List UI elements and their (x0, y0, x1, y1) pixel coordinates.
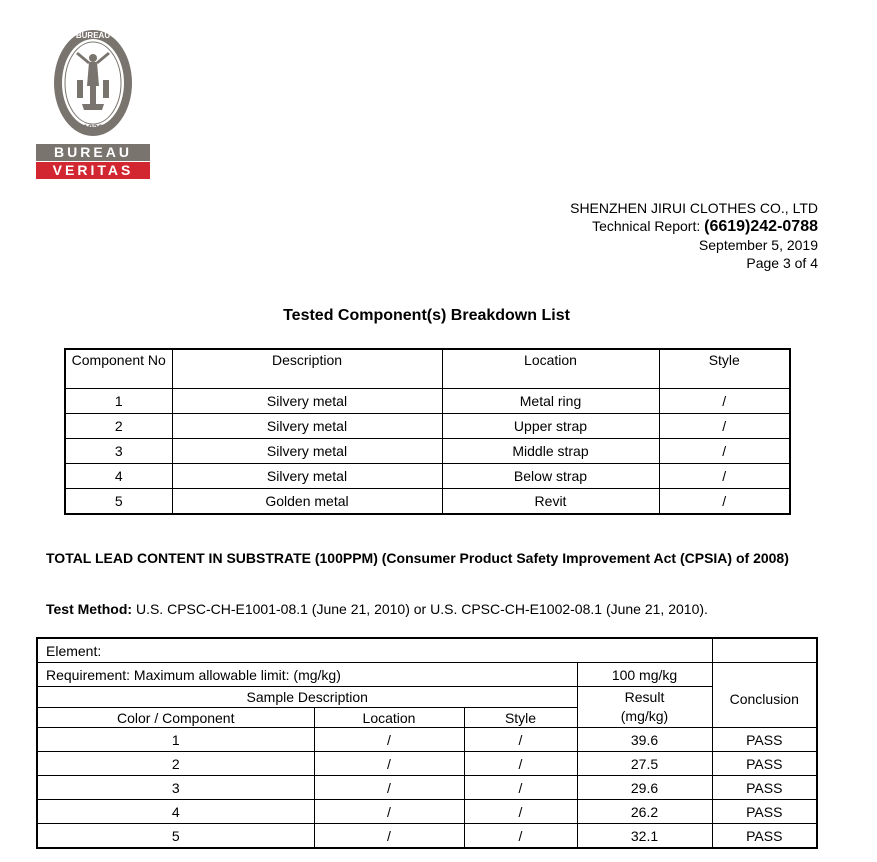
logo-band-top: BUREAU (36, 144, 150, 161)
element-blank-cell (712, 638, 817, 663)
component-style: / (659, 414, 790, 439)
component-style: / (659, 489, 790, 515)
test-method-label: Test Method: (46, 601, 133, 617)
table-row (37, 752, 817, 776)
table-row (37, 800, 817, 824)
report-number: (6619)242-0788 (704, 218, 818, 235)
component-no: 3 (65, 439, 172, 464)
sample-component: 5 (37, 824, 314, 849)
sample-component: 3 (37, 776, 314, 800)
logo-band-bottom: VERITAS (36, 162, 150, 179)
component-no: 2 (65, 414, 172, 439)
sample-component: 4 (37, 800, 314, 824)
report-header (570, 199, 818, 272)
sample-description-row (37, 687, 817, 708)
col-style: Style (464, 708, 577, 728)
lead-section-title: TOTAL LEAD CONTENT IN SUBSTRATE (100PPM) (Consumer Product Safety Improvement Act (CPSIA) of 2008) (46, 550, 789, 566)
header-location: Location (442, 349, 659, 389)
bureau-veritas-seal-icon (52, 28, 134, 138)
table-row (37, 728, 817, 752)
svg-text:1828: 1828 (82, 123, 104, 133)
sample-location: / (314, 752, 464, 776)
report-line (570, 217, 818, 236)
component-location: Middle strap (442, 439, 659, 464)
sample-result: 27.5 (577, 752, 712, 776)
component-description: Silvery metal (172, 389, 442, 414)
header-description: Description (172, 349, 442, 389)
element-label-cell (37, 638, 712, 663)
sample-location: / (314, 728, 464, 752)
component-description: Silvery metal (172, 439, 442, 464)
table-row (65, 414, 790, 439)
sample-conclusion: PASS (712, 752, 817, 776)
component-style: / (659, 439, 790, 464)
lead-results-table (36, 637, 818, 849)
sample-style: / (464, 776, 577, 800)
sample-style: / (464, 728, 577, 752)
element-row (37, 638, 817, 663)
sample-component: 1 (37, 728, 314, 752)
sample-component: 2 (37, 752, 314, 776)
requirement-blank-cell (712, 663, 817, 687)
requirement-label: Requirement: Maximum allowable limit: (mg/kg) (37, 663, 577, 687)
component-location: Revit (442, 489, 659, 515)
component-description: Silvery metal (172, 464, 442, 489)
sample-result: 29.6 (577, 776, 712, 800)
page-number: Page 3 of 4 (746, 255, 818, 271)
company-name: SHENZHEN JIRUI CLOTHES CO., LTD (570, 200, 818, 216)
sample-conclusion: PASS (712, 728, 817, 752)
component-description: Silvery metal (172, 414, 442, 439)
table-row (37, 776, 817, 800)
bureau-veritas-logo (36, 28, 150, 179)
sample-description: Sample Description (37, 687, 577, 708)
col-location: Location (314, 708, 464, 728)
conclusion-header: Conclusion (712, 687, 817, 728)
report-date: September 5, 2019 (698, 237, 818, 253)
component-style: / (659, 389, 790, 414)
component-location: Upper strap (442, 414, 659, 439)
sample-style: / (464, 800, 577, 824)
test-method (46, 601, 708, 617)
components-header-row (65, 349, 790, 389)
sample-result: 26.2 (577, 800, 712, 824)
sample-style: / (464, 824, 577, 849)
component-no: 1 (65, 389, 172, 414)
component-no: 5 (65, 489, 172, 515)
component-no: 4 (65, 464, 172, 489)
requirement-value: 100 mg/kg (577, 663, 712, 687)
sample-conclusion: PASS (712, 776, 817, 800)
component-description: Golden metal (172, 489, 442, 515)
table-row (65, 389, 790, 414)
sample-style: / (464, 752, 577, 776)
table-row (65, 439, 790, 464)
sample-location: / (314, 776, 464, 800)
sample-conclusion: PASS (712, 824, 817, 849)
sample-conclusion: PASS (712, 800, 817, 824)
result-header (577, 687, 712, 728)
component-location: Metal ring (442, 389, 659, 414)
component-style: / (659, 464, 790, 489)
header-style: Style (659, 349, 790, 389)
svg-text:BUREAU: BUREAU (75, 31, 111, 40)
report-label: Technical Report: (592, 218, 701, 234)
test-method-text: U.S. CPSC-CH-E1001-08.1 (June 21, 2010) or U.S. CPSC-CH-E1002-08.1 (June 21, 2010). (132, 601, 708, 617)
result-unit: (mg/kg) (620, 708, 669, 724)
components-table (64, 348, 791, 515)
table-row (65, 464, 790, 489)
col-color-component: Color / Component (37, 708, 314, 728)
sample-location: / (314, 800, 464, 824)
requirement-row (37, 663, 817, 687)
table-row (65, 489, 790, 515)
sample-result: 32.1 (577, 824, 712, 849)
table-row (37, 824, 817, 849)
component-location: Below strap (442, 464, 659, 489)
result-label: Result (624, 689, 665, 705)
element-label: Element: (46, 642, 102, 659)
components-title: Tested Component(s) Breakdown List (283, 307, 570, 324)
header-component-no: Component No (65, 349, 172, 389)
sample-result: 39.6 (577, 728, 712, 752)
sample-location: / (314, 824, 464, 849)
